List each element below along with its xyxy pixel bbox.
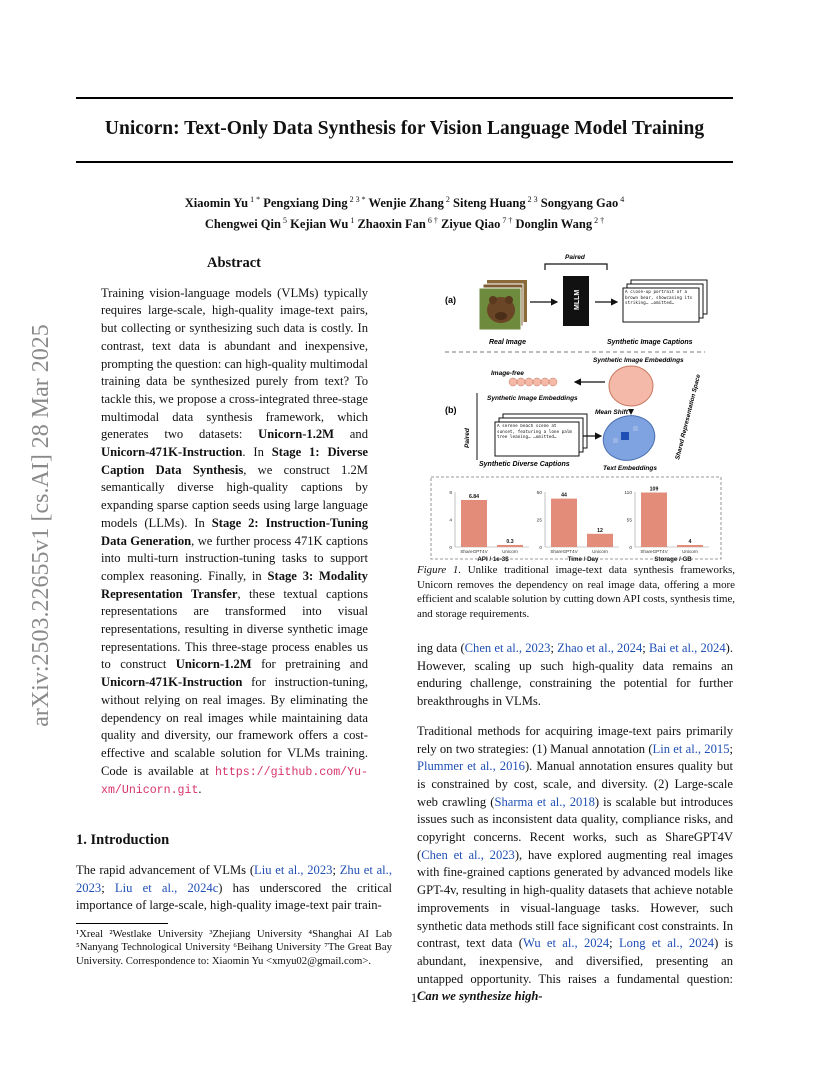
bar: [587, 534, 613, 547]
y-tick-label: 55: [626, 518, 632, 524]
citation-link[interactable]: Long et al., 2024: [618, 936, 715, 951]
text-embeddings-label: Text Embeddings: [603, 465, 657, 472]
arxiv-id: arXiv:2503.22655v1 [cs.AI] 28 Mar 2025: [27, 323, 54, 727]
x-tick-label: ShareGPT4V: [640, 549, 668, 554]
x-axis-label: Storage / GB: [654, 556, 692, 563]
mean-shift-label: Mean Shift: [595, 409, 628, 416]
affiliations-footnote: ¹Xreal ²Westlake University ³Zhejiang University ⁴Shanghai AI Lab ⁵Nanyang Technological University ⁶Beihang University ⁷The Great Bay University. Correspondence to: Xiaomin Yu <xmyu02@gmail.com>.: [76, 927, 392, 967]
x-tick-label: ShareGPT4V: [460, 549, 488, 554]
x-axis-label: Time / Day: [567, 556, 599, 563]
author-name: Pengxiang Ding: [263, 196, 348, 211]
text-embedding-marker: [621, 432, 629, 440]
y-tick-label: 110: [624, 491, 632, 496]
author-name: Donglin Wang: [515, 217, 593, 232]
y-tick-label: 0: [449, 546, 452, 551]
abstract-heading: Abstract: [207, 255, 261, 271]
author-affiliation: 6 †: [425, 216, 438, 226]
image-free-dots: [509, 378, 557, 386]
citation-link[interactable]: Liu et al., 2024c: [114, 880, 219, 895]
author-name: Xiaomin Yu: [184, 196, 249, 211]
author-name: Siteng Huang: [453, 196, 526, 211]
synthetic-captions-label: Synthetic Image Captions: [607, 339, 693, 346]
footnote-rule: [76, 923, 168, 924]
shared-space-label: Shared Representation Space: [674, 373, 703, 461]
bar: [677, 545, 703, 547]
paper-title: Unicorn: Text-Only Data Synthesis for Vision Language Model Training: [104, 118, 705, 139]
paired-bracket: [545, 264, 607, 270]
x-axis-label: API / 1e-3$: [477, 556, 509, 563]
citation-link[interactable]: Zhao et al., 2024: [557, 641, 643, 655]
y-tick-label: 8: [449, 491, 452, 496]
author-name: Kejian Wu: [290, 217, 349, 232]
citation-link[interactable]: Wu et al., 2024: [522, 936, 610, 951]
citation-link[interactable]: Liu et al., 2023: [254, 862, 333, 877]
panel-a-label: (a): [445, 295, 456, 305]
bar-value-label: 44: [561, 492, 567, 499]
author-affiliation: 1 *: [248, 195, 261, 204]
arxiv-stamp[interactable]: [17, 290, 65, 760]
x-tick-label: Unicorn: [592, 549, 608, 554]
code-link[interactable]: https://github.com/Yu-xm/Unicorn.git: [101, 765, 368, 798]
abstract-body: Training vision-language models (VLMs) typically requires large-scale, high-quality image-text pairs, but collecting or synthesizing such data is costly. In contrast, text data is abundant and inexpensive, prompting the question: can high-quality multimodal training data be synthesized purely from text? To tackle this, we propose a cross-integrated three-stage multimodal data synthesis framework, which generates two datasets: Unicorn-1.2M and Unicorn-471K-Instruction. In Stage 1: Diverse Caption Data Synthesis, we construct 1.2M semantically diverse high-quality captions by expanding sparse caption seeds using large language models (LLMs). In Stage 2: Instruction-Tuning Data Generation, we further process 471K captions into multi-turn instruction-tuning tasks to support complex reasoning. Finally, in Stage 3: Modality Representation Transfer, these textual captions representations are transformed into visual representations, resulting in diverse synthetic image representations. This three-stage process enables us to construct Unicorn-1.2M for pretraining and Unicorn-471K-Instruction for instruction-tuning, without relying on real images. By eliminating the dependency on real images while maintaining data quality and diversity, our framework offers a cost-effective and scalable solution for VLMs training. Code is available at https://github.com/Yu-xm/Unicorn.git.: [101, 285, 369, 798]
panel-b-label: (b): [445, 405, 457, 415]
bar-value-label: 6.84: [468, 493, 480, 500]
author-affiliation: 5: [280, 216, 287, 226]
right-paragraph-2: Traditional methods for acquiring image-text pairs primarily rely on two strategies: (1) Manual annotation (Lin et al., 2015; Plummer et al., 2016). Manual annotation ensures quality but is constrained by cost, scale, and diversity. (2) Large-scale web crawling (Sharma et al., 2018) is scalable but introduces issues such as inconsistent data quality, compliance risks, and copyright concerns. Recent works, such as ShareGPT4V (Chen et al., 2023), have explored augmenting real images with fine-grained captions generated by advanced models like GPT-4v, resulting in high-quality datasets that achieve notable improvements in visual-language tasks. However, such synthetic data methods still face significant cost constraints. In contrast, text data (Wu et al., 2024; Long et al., 2024) is abundant, inexpensive, and diversified, presenting an untapped opportunity. This raises a fundamental question: Can we synthesize high-: [417, 723, 733, 1004]
y-tick-label: 0: [539, 546, 542, 551]
paired-label-top: Paired: [565, 254, 585, 261]
bar-value-label: 0.3: [506, 538, 514, 545]
y-tick-label: 25: [536, 518, 542, 524]
author-list: [76, 191, 733, 233]
x-tick-label: Unicorn: [682, 549, 698, 554]
figure-1: (a) Real Image MLLM Paired A close-up portrait of a brown bear, showcasing its striking… …omitted… Synthetic Image Captions (b) Image-free Synthetic Image Embeddings Mean Shift Shared Representation Space Paired Synthetic Image Embeddings A serene beach scene at sunset, featuring a lone palm tree leaning… …omitted… Synthetic Diverse Captions Text Embeddings 0486.84ShareGPT4V0.3UnicornAPI / 1e-3$02550 44ShareGPT4V12UnicornTime / Day055110109ShareGPT4V4UnicornStorage / GB: [417, 248, 733, 564]
bar: [497, 545, 523, 547]
citation-link[interactable]: Sharma et al., 2018: [494, 794, 595, 809]
figure-caption: Figure 1. Unlike traditional image-text data synthesis frameworks, Unicorn removes the dependency on real image data, offering a more efficient and scalable solution by cutting down API costs, synthesis time, and storage requirements.: [417, 564, 736, 620]
right-column: [417, 640, 733, 1006]
author-affiliation: 2: [443, 195, 450, 204]
author-name: Zhaoxin Fan: [357, 217, 426, 232]
synthetic-diverse-label: Synthetic Diverse Captions: [479, 461, 570, 468]
bar: [551, 499, 577, 547]
author-name: Ziyue Qiao: [441, 217, 501, 232]
right-paragraph-1: ing data (Chen et al., 2023; Zhao et al., 2024; Bai et al., 2024). However, scaling up such high-quality data remains an enduring challenge, constraining the potential for further breakthroughs in VLMs.: [417, 641, 733, 709]
author-affiliation: 2 3: [525, 195, 538, 204]
title-bottom-rule: [76, 161, 733, 163]
bar-value-label: 4: [688, 539, 692, 545]
intro-paragraph: The rapid advancement of VLMs (Liu et al., 2023; Zhu et al., 2023; Liu et al., 2024c) has underscored the critical importance of large-scale, high-quality image-text pair train-: [76, 862, 392, 913]
bar: [461, 500, 487, 547]
author-affiliation: 4: [618, 195, 625, 204]
synthetic-embeddings-left-label: Synthetic Image Embeddings: [487, 395, 578, 402]
bear-image: [479, 280, 527, 330]
y-tick-label: 0: [629, 546, 632, 551]
citation-link[interactable]: Lin et al., 2015: [652, 741, 730, 756]
author-affiliation: 2 †: [592, 216, 605, 226]
top-rule: [76, 97, 733, 99]
author-affiliation: 2 3 *: [347, 195, 366, 204]
citation-link[interactable]: Bai et al., 2024: [648, 641, 726, 655]
intro-heading: 1. Introduction: [76, 832, 170, 849]
real-image-label: Real Image: [489, 339, 526, 346]
citation-link[interactable]: Chen et al., 2023: [464, 641, 551, 655]
author-name: Chengwei Qin: [204, 217, 281, 232]
citation-link[interactable]: Zhu et al., 2023: [76, 862, 392, 895]
bar-value-label: 109: [649, 486, 659, 493]
paired-label-side: Paired: [464, 428, 471, 448]
author-name: Wenjie Zhang: [368, 196, 444, 211]
bar: [641, 493, 667, 548]
y-tick-label: 4: [449, 518, 452, 524]
author-affiliation: 7 †: [500, 216, 513, 226]
synthetic-embedding-blob: [609, 366, 653, 406]
x-tick-label: ShareGPT4V: [550, 549, 578, 554]
citation-link[interactable]: Plummer et al., 2016: [417, 759, 525, 774]
x-tick-label: Unicorn: [502, 549, 518, 554]
left-column: [76, 255, 392, 968]
image-free-label: Image-free: [491, 370, 524, 377]
author-affiliation: 1: [348, 216, 355, 226]
mllm-label: MLLM: [574, 289, 581, 310]
bar-value-label: 12: [597, 527, 603, 534]
citation-link[interactable]: Chen et al., 2023: [421, 847, 515, 862]
author-name: Songyang Gao: [540, 196, 619, 211]
page-number: 1: [410, 990, 418, 1005]
bar-charts: [449, 487, 709, 564]
synthetic-embeddings-top-label: Synthetic Image Embeddings: [593, 357, 684, 364]
y-tick-label: 50: [536, 491, 542, 496]
